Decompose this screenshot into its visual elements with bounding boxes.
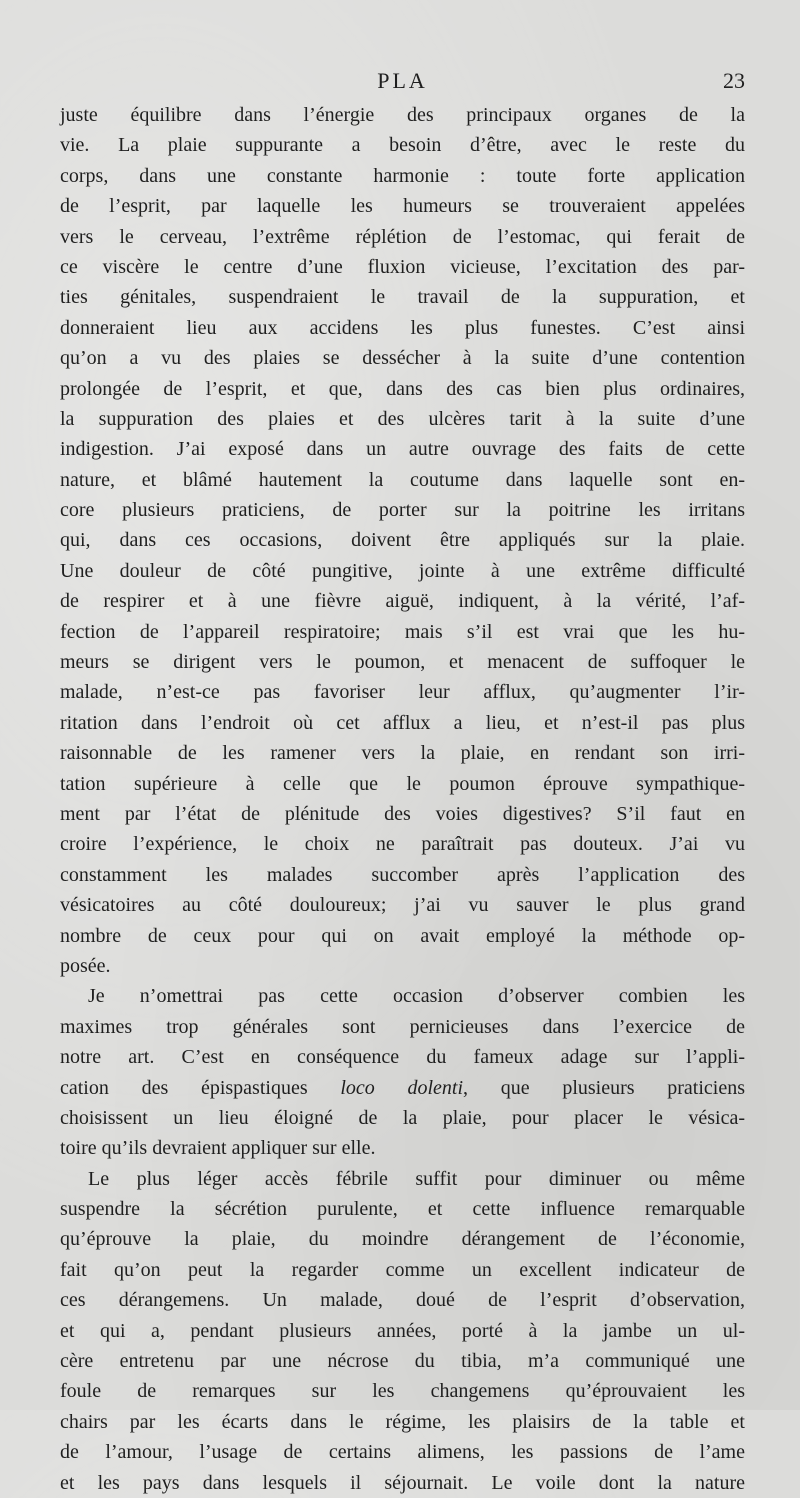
text-line: Je n’omettrai pas cette occasion d’observer combien les	[88, 985, 745, 1008]
text-line: vésicatoires au côté douloureux; j’ai vu sauver le plus grand	[60, 894, 745, 917]
page-header	[60, 68, 745, 100]
text-line: la suppuration des plaies et des ulcères tarit à la suite d’une	[60, 407, 745, 430]
text-line: foule de remarques sur les changemens qu’éprouvaient les	[60, 1380, 745, 1403]
text-line: de respirer et à une fièvre aiguë, indiquent, à la vérité, l’af-	[60, 590, 745, 613]
text-line: fection de l’appareil respiratoire; mais s’il est vrai que les hu-	[60, 620, 745, 643]
text-line: Une douleur de côté pungitive, jointe à une extrême difficulté	[60, 559, 745, 582]
text-line: corps, dans une constante harmonie : toute forte application	[60, 164, 745, 187]
text-line: de l’esprit, par laquelle les humeurs se trouveraient appelées	[60, 195, 745, 218]
text-line: ritation dans l’endroit où cet afflux a lieu, et n’est-il pas plus	[60, 711, 745, 734]
text-line: Le plus léger accès fébrile suffit pour diminuer ou même	[88, 1167, 745, 1190]
text-line: tation supérieure à celle que le poumon éprouve sympathique-	[60, 772, 745, 795]
text-line: ces dérangemens. Un malade, doué de l’esprit d’observation,	[60, 1289, 745, 1312]
text-line: juste équilibre dans l’énergie des principaux organes de la	[60, 104, 745, 126]
text-line: constamment les malades succomber après l’application des	[60, 863, 745, 886]
text-line: malade, n’est-ce pas favoriser leur afflux, qu’augmenter l’ir-	[60, 681, 745, 704]
text-line: qu’on a vu des plaies se dessécher à la suite d’une contention	[60, 347, 745, 370]
text-line: notre art. C’est en conséquence du fameux adage sur l’appli-	[60, 1046, 745, 1069]
text-line: nombre de ceux pour qui on avait employé la méthode op-	[60, 924, 745, 947]
text-line: donneraient lieu aux accidens les plus funestes. C’est ainsi	[60, 316, 745, 339]
text-line: de l’amour, l’usage de certains alimens, les passions de l’ame	[60, 1441, 745, 1464]
text-line: vers le cerveau, l’extrême réplétion de l’estomac, qui ferait de	[60, 225, 745, 248]
italic-phrase: loco dolenti	[340, 1076, 464, 1099]
text-line: fait qu’on peut la regarder comme un excellent indicateur de	[60, 1258, 745, 1281]
text-line: qui, dans ces occasions, doivent être appliqués sur la plaie.	[60, 529, 745, 552]
text-line: raisonnable de les ramener vers la plaie, en rendant son irri-	[60, 742, 745, 765]
text-line: qu’éprouve la plaie, du moindre dérangement de l’économie,	[60, 1228, 745, 1251]
text-line: ment par l’état de plénitude des voies digestives? S’il faut en	[60, 802, 745, 825]
text-line italic-line: cation des épispastiques loco dolenti, que plusieurs praticiens	[60, 1076, 746, 1099]
text-line: suspendre la sécrétion purulente, et cette influence remarquable	[60, 1198, 745, 1221]
running-head: PLA	[377, 68, 428, 93]
text-line: maximes trop générales sont pernicieuses dans l’exercice de	[60, 1015, 745, 1038]
text-line: cère entretenu par une nécrose du tibia, m’a communiqué une	[60, 1350, 745, 1373]
text-line: meurs se dirigent vers le poumon, et menacent de suffoquer le	[60, 651, 745, 674]
text-line: ce viscère le centre d’une fluxion vicieuse, l’excitation des par-	[60, 255, 745, 278]
text-line: core plusieurs praticiens, de porter sur la poitrine les irritans	[60, 499, 745, 522]
text-line: vie. La plaie suppurante a besoin d’être, avec le reste du	[60, 134, 745, 157]
text-line: prolongée de l’esprit, et que, dans des cas bien plus ordinaires,	[60, 377, 745, 400]
text-line: chairs par les écarts dans le régime, les plaisirs de la table et	[60, 1410, 745, 1433]
page-number: 23	[723, 68, 745, 93]
text-line: posée.	[60, 954, 111, 977]
text-line: indigestion. J’ai exposé dans un autre ouvrage des faits de cette	[60, 438, 745, 461]
body-text	[60, 100, 745, 1498]
text-line: et qui a, pendant plusieurs années, porté à la jambe un ul-	[60, 1319, 745, 1342]
text-line: ties génitales, suspendraient le travail de la suppuration, et	[60, 286, 745, 309]
text-line: et les pays dans lesquels il séjournait. Le voile dont la nature	[60, 1471, 745, 1494]
text-line: croire l’expérience, le choix ne paraîtrait pas douteux. J’ai vu	[60, 833, 745, 856]
text-line: toire qu’ils devraient appliquer sur elle.	[60, 1137, 376, 1160]
text-line: nature, et blâmé hautement la coutume dans laquelle sont en-	[60, 468, 745, 491]
text-line: choisissent un lieu éloigné de la plaie, pour placer le vésica-	[60, 1106, 745, 1129]
